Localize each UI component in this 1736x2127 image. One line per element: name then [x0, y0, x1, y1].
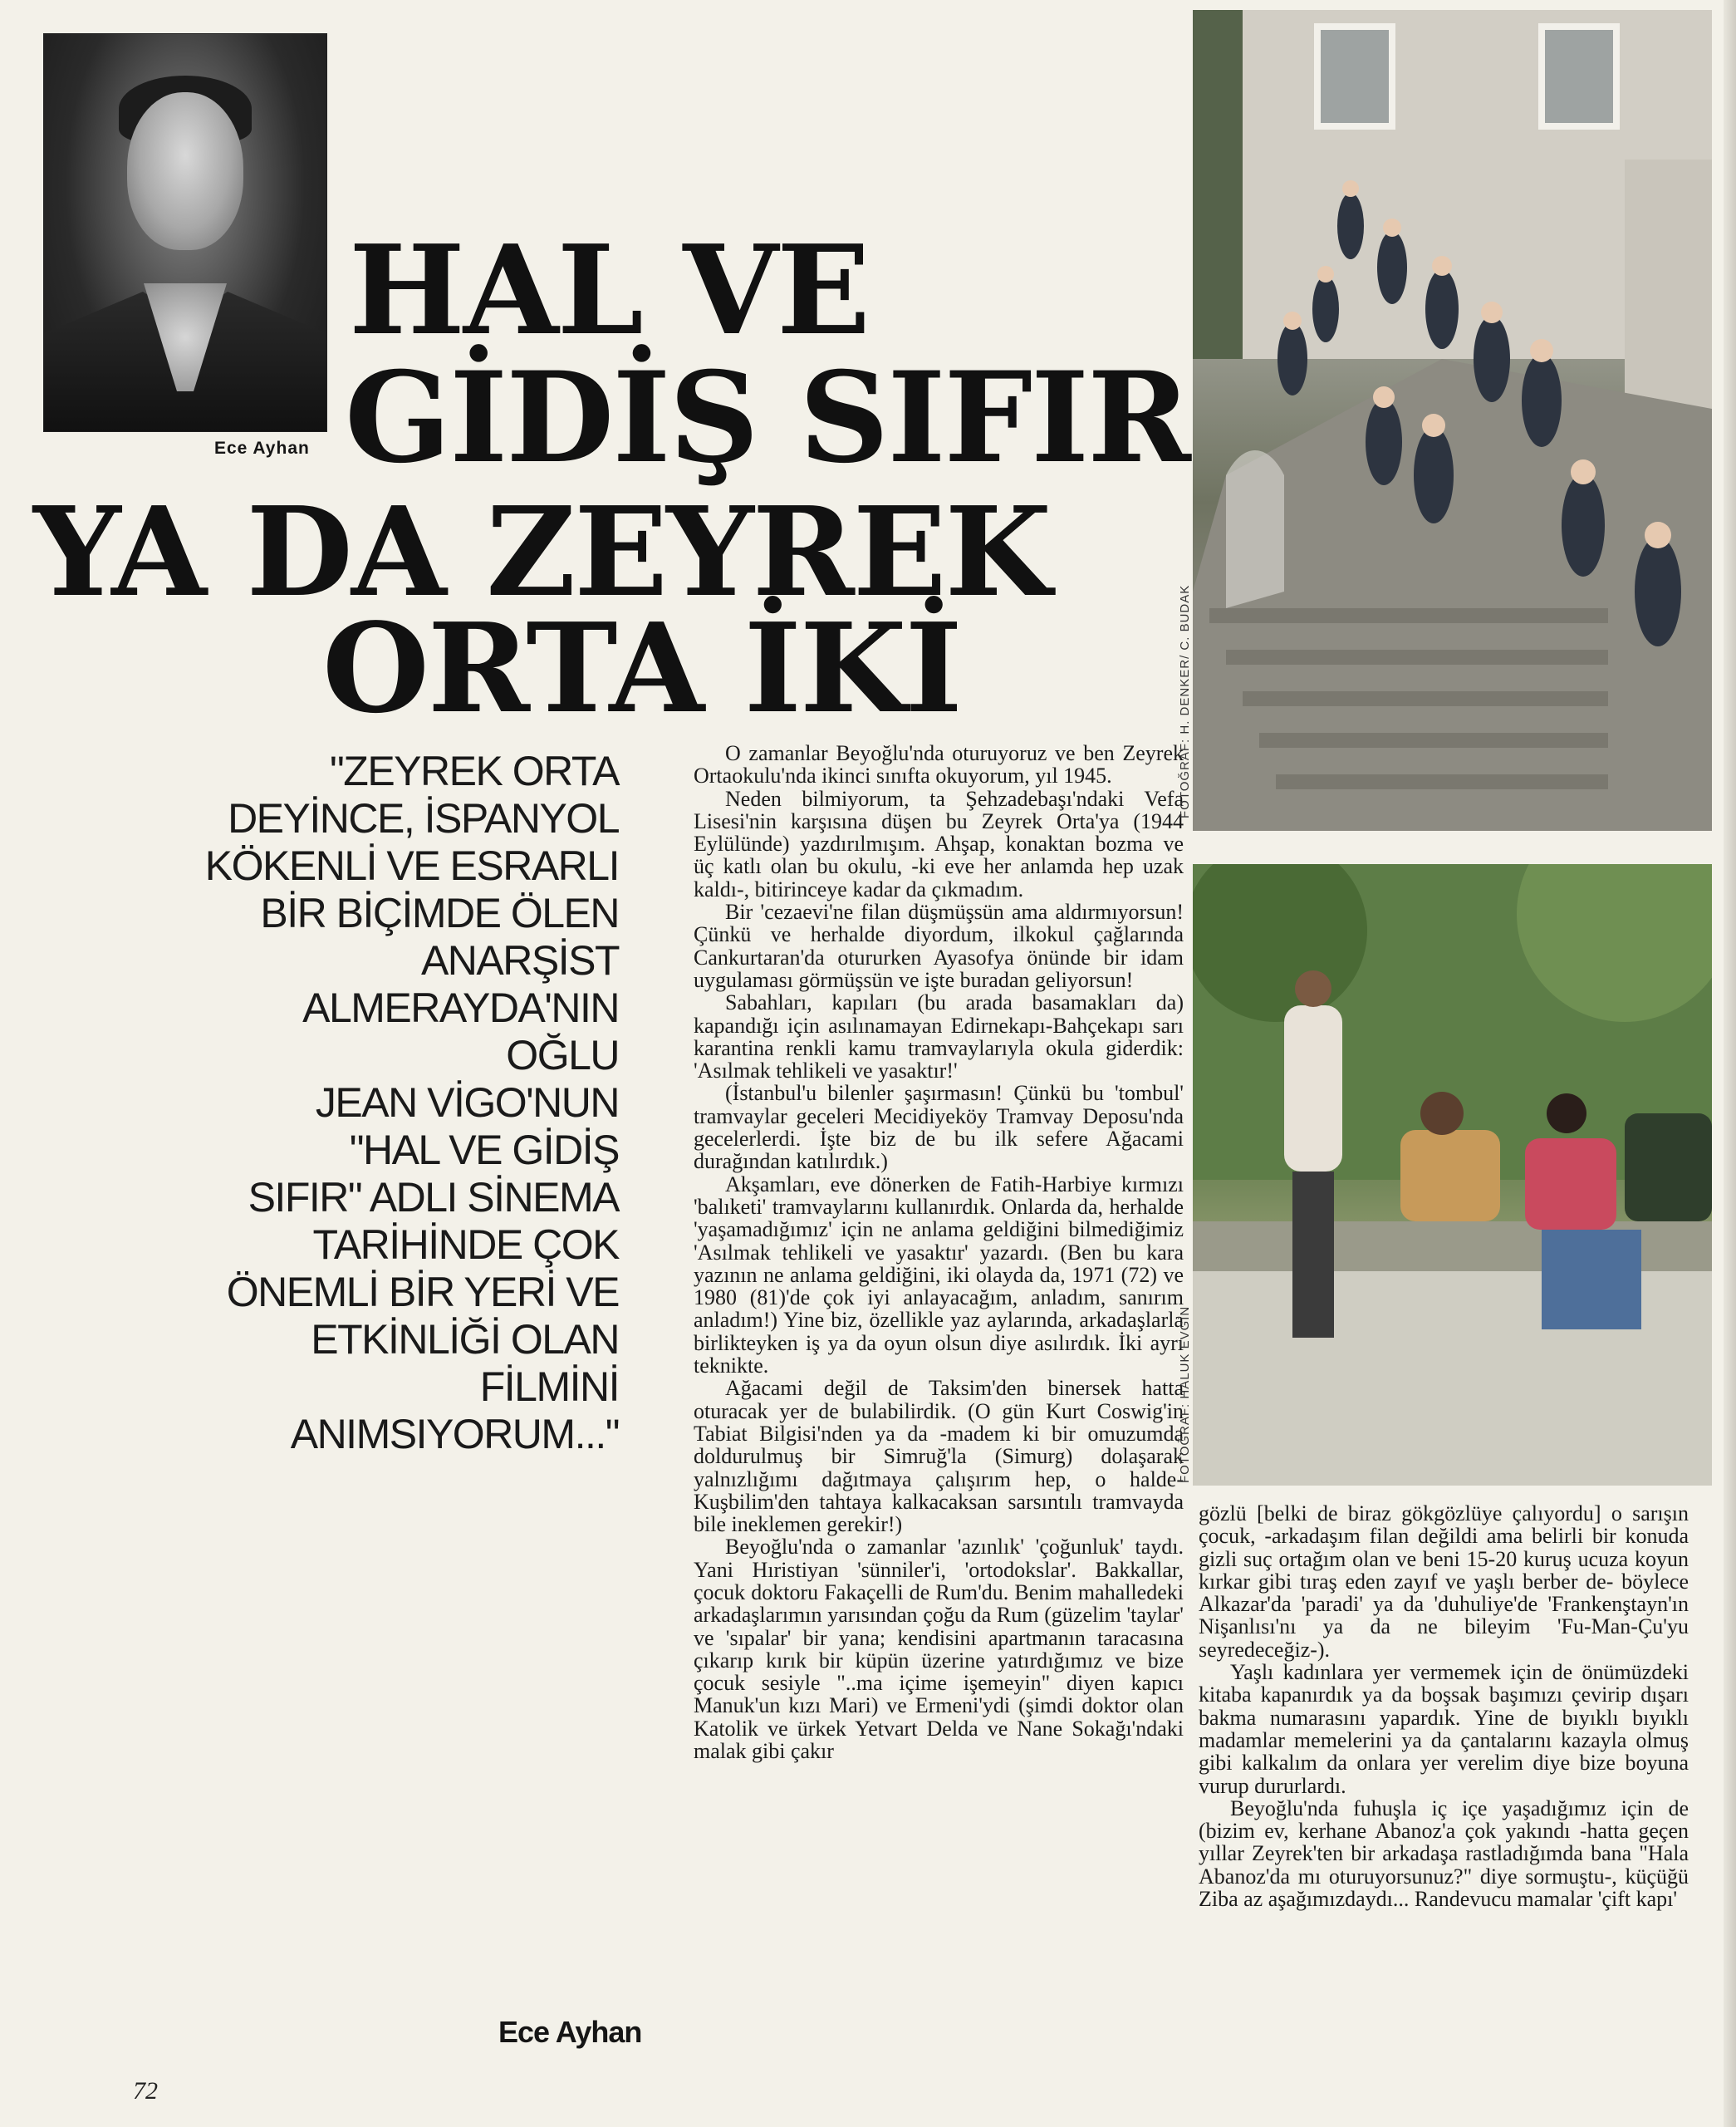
pull-quote-line: TARİHİNDE ÇOK [312, 1221, 619, 1268]
body-column-2 [1199, 1502, 1689, 1910]
body-paragraph: (İstanbul'u bilenler şaşırmasın! Çünkü bu 'tombul' tramvaylar geceleri Mecidiyeköy Tramvay Deposu'nda gecelerlerdi. İşte biz de bu ilk sefere Ağacami durağından katılırdık.) [694, 1081, 1184, 1174]
headline-line-3: YA DA ZEYREK [33, 479, 1051, 624]
scan-edge-shadow [1724, 0, 1736, 2127]
page-number: 72 [133, 2077, 158, 2105]
headline-line-2: GİDİŞ SIFIR [345, 345, 1189, 491]
pull-quote-line: ÖNEMLİ BİR YERİ VE [226, 1269, 619, 1315]
photo-credit-2: FOTOĞRAF: HALUK EVGİN [1178, 1305, 1192, 1483]
body-paragraph: O zamanlar Beyoğlu'nda oturuyoruz ve ben Zeyrek Ortaokulu'nda ikinci sınıfta okuyorum, yıl 1945. [694, 741, 1184, 788]
body-paragraph: Yaşlı kadınlara yer vermemek için de önümüzdeki kitaba kapanırdık ya da boşsak başımızı çevirip dışarı bakma numarasını yapardık. Yine de bıyıklı bıyıklı madamlar memelerini ya da çantalarını kazayla olmuş gibi kalkalım da onlara yer verelim diye bize boyuna vurup dururlardı. [1199, 1660, 1689, 1798]
portrait-caption: Ece Ayhan [214, 439, 310, 458]
schoolyard-illustration [1193, 864, 1712, 1486]
body-paragraph: Sabahları, kapıları (bu arada basamakları da) kapandığı için asılınamayan Edirnekapı-Bahçekapı sarı karantina renkli kamu tramvaylarıyla okula giderdik: 'Asılmak tehlikeli ve yasaktır!' [694, 990, 1184, 1083]
body-paragraph: Neden bilmiyorum, ta Şehzadebaşı'ndaki Vefa Lisesi'nin karşısına düşen bu Zeyrek Orta'ya (1944 Eylülünde) yazdırılmışım. Ahşap, konaktan bozma ve üç katlı olan bu okulu, -ki eve her anlamda hep uzak kaldı-, bitirinceye kadar da çıkmadım. [694, 786, 1184, 901]
pull-quote-line: SIFIR" ADLI SİNEMA [248, 1174, 619, 1221]
pull-quote-line: DEYİNCE, İSPANYOL [228, 795, 619, 842]
body-paragraph: gözlü [belki de biraz gökgözlüye çalıyordu] o sarışın çocuk, -arkadaşım filan değildi ama belirli bir konuda gizli suç ortağım olan ve beni 15-20 kuruş ucuza koyun kırkar gibi tıraş eden zayıf ve yaşlı berber de- böylece Alkazar'da 'paradi' ya da 'duhuliye'de 'Frankenştayn'ın Nişanlısı'nı ya da ne bileyim 'Fu-Man-Çu'yu seyredeceğiz-). [1199, 1501, 1689, 1662]
pull-quote-line: ALMERAYDA'NIN [302, 985, 619, 1031]
body-paragraph: Bir 'cezaevi'ne filan düşmüşsün ama aldırmıyorsun! Çünkü ve herhalde diyordum, ilkokul çağlarında Cankurtaran'da otururken Ayasofya önünde bir idam uygulaması görmüşsün ve işte buradan geliyorsun! [694, 900, 1184, 992]
school-stairs-photo [1193, 10, 1712, 831]
pull-quote-line: BİR BİÇİMDE ÖLEN [260, 890, 619, 936]
pull-quote-line: "ZEYREK ORTA [330, 748, 619, 794]
pull-quote-line: ANARŞİST [420, 937, 619, 984]
headline-line-1: HAL VE [349, 218, 869, 362]
pull-quote-line: KÖKENLİ VE ESRARLI [204, 842, 619, 889]
headline-line-4: ORTA İKİ [322, 596, 961, 740]
body-paragraph: Beyoğlu'nda o zamanlar 'azınlık' 'çoğunluk' taydı. Yani Hıristiyan 'sünniler'i, 'ortodokslar'. Bakkallar, çocuk doktoru Fakaçelli de Rum'du. Benim mahalledeki arkadaşlarımın yarısından çoğu da Rum (güzelim 'taylar' ve 'sıpalar' bir yana; kendisini apartmanın taracasına çıkarıp kırık bir küpün üzerine yatırdığımız ve bize çocuk sesiyle "..ma içime işemeyin" diyen kapıcı Manuk'un kızı Mari) ve Ermeni'ydi (şimdi doktor olan Katolik ve ürkek Yetvart Delda ve Nane Sokağı'ndaki malak gibi çakır [694, 1535, 1184, 1764]
pull-quote-line: "HAL VE GİDİŞ [349, 1127, 619, 1173]
pull-quote-line: JEAN VİGO'NUN [315, 1079, 619, 1126]
photo-credit-1: FOTOĞRAF: H. DENKER/ C. BUDAK [1178, 584, 1192, 818]
body-paragraph: Beyoğlu'nda fuhuşla iç içe yaşadığımız için de (bizim ev, kerhane Abanoz'a çok yakındı -hatta geçen yıllar Zeyrek'ten bir arkadaşa rastladığımda bana "Hala Abanoz'da mı oturuyorsunuz?" diye sormuştu-, küçüğü Ziba az aşağımızdaydı... Randevucu mamalar 'çift kapı' [1199, 1795, 1689, 1912]
pull-quote [125, 748, 619, 1458]
body-paragraph: Akşamları, eve dönerken de Fatih-Harbiye kırmızı 'balıketi' tramvaylarını kullanırdık. Onlarda da, herhalde 'yaşamadığımız' için ne anlama geldiğini bilmediğimiz 'Asılmak tehlikeli ve yasaktır' yazardı. (Ben bu kara yazının ne anlama geldiğini, iki olayda da, 1971 (72) ve 1980 (81)'de çok iyi anlayacağım, anladım, sanırım anladım!) Yine biz, özellikle yaz aylarında, arkadaşlarla birlikteyken iş ya da oyun olsun diye asılırdık. İki ayrı teknikte. [694, 1172, 1184, 1378]
pull-quote-line: ETKİNLİĞİ OLAN [311, 1316, 619, 1363]
author-portrait-photo [43, 33, 327, 432]
pull-quote-author: Ece Ayhan [498, 2015, 642, 2049]
body-paragraph: Ağacami değil de Taksim'den binersek hatta oturacak yer de bulabilirdik. (O gün Kurt Coswig'in Tabiat Bilgisi'nden ya da -madem ki bir omuzumda doldurulmuş bir Simruğ'la (Simurg) dolaşarak yalnızlığımı dağıtmaya çalışırım hep, o halde- Kuşbilim'den tahtaya kalkacaksan sarsıntılı tramvayda bile ineklemen gerekir!) [694, 1376, 1184, 1537]
pull-quote-line: OĞLU [506, 1032, 619, 1078]
schoolyard-photo [1193, 864, 1712, 1486]
pull-quote-line: FİLMİNİ [479, 1363, 619, 1410]
pull-quote-line: ANIMSIYORUM..." [290, 1411, 619, 1457]
school-stairs-illustration [1193, 10, 1712, 831]
body-column-1 [694, 742, 1184, 1762]
